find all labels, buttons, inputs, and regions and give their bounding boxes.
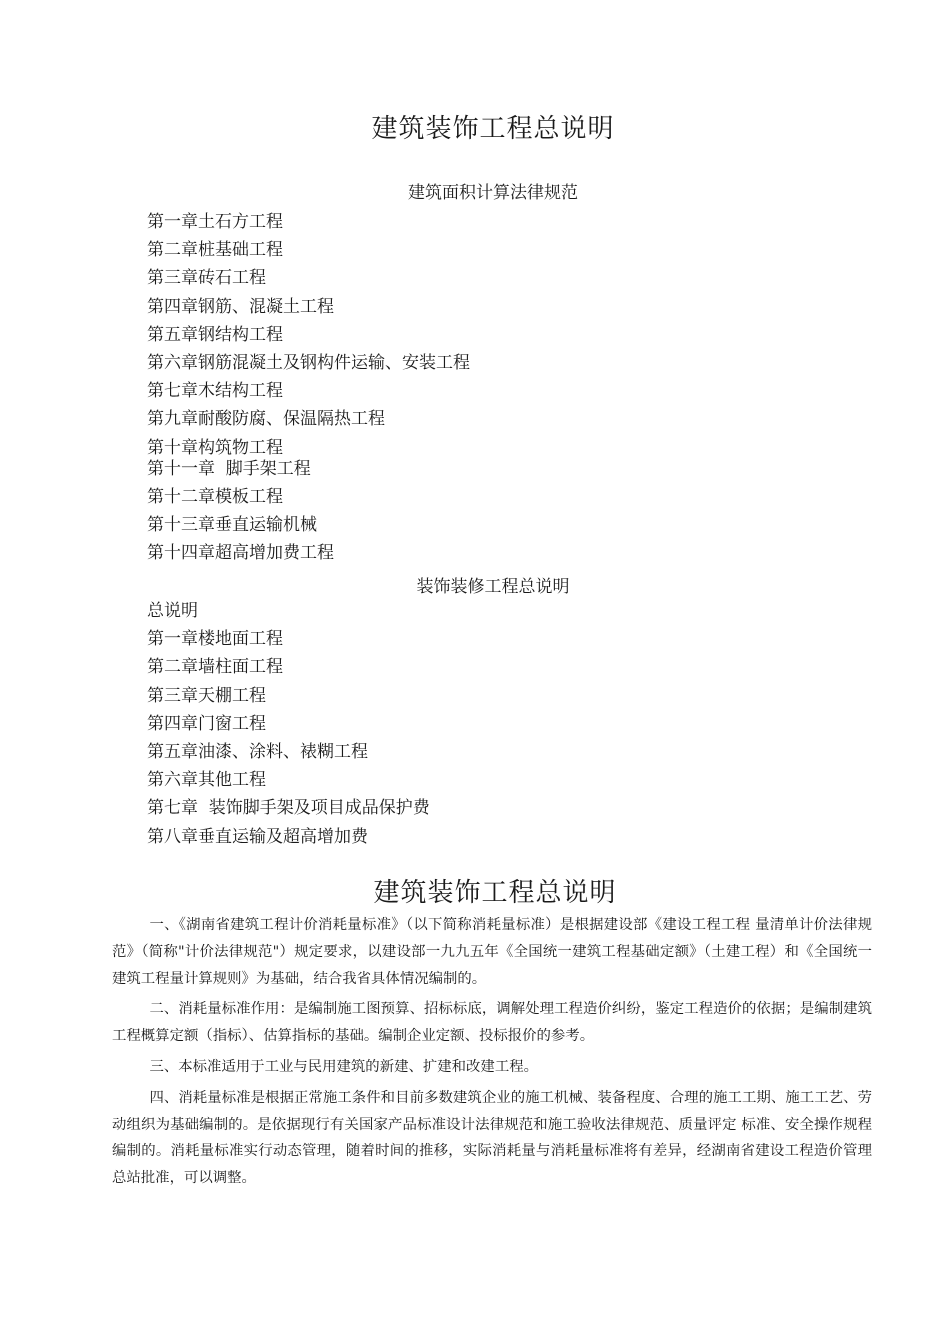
paragraph: 四、消耗量标准是根据正常施工条件和目前多数建筑企业的施工机械、装备程度、合理的施工工期、施工工艺、劳动组织为基础编制的。是依据现行有关国家产品标准设计法律规范和施工验收法律规范、质量评定 标准、安全操作规程编制的。消耗量标准实行动态管理，随着时间的推移，实际消耗量与消耗量标准将有差异，经湖南省建设工程造价管理总站批准，可以调整。 — [112, 1089, 872, 1187]
toc-item: 第十四章超高增加费工程 — [147, 543, 334, 564]
paragraph: 二、消耗量标准作用：是编制施工图预算、招标标底，调解处理工程造价纠纷，鉴定工程造价的依据；是编制建筑工程概算定额（指标）、估算指标的基础。编制企业定额、投标报价的参考。 — [112, 1001, 872, 1045]
section-heading-building-area: 建筑面积计算法律规范 — [408, 183, 578, 203]
paragraph: 一、《湖南省建筑工程计价消耗量标准》（以下简称消耗量标准）是根据建设部《建设工程工程 量清单计价法律规范》（简称"计价法律规范"）规定要求，以建设部一九九五年《全国统一建筑工程基础定额》（土建工程）和《全国统一建筑工程量计算规则》为基础，结合我省具体情况编制的。 — [112, 917, 872, 987]
toc-item: 第六章其他工程 — [147, 770, 266, 791]
body-title: 建筑装饰工程总说明 — [373, 878, 617, 908]
toc-item: 第九章耐酸防腐、保温隔热工程 — [147, 409, 385, 430]
toc-item: 第三章砖石工程 — [147, 268, 266, 289]
toc-item: 第五章钢结构工程 — [147, 324, 283, 345]
toc-item: 第十二章模板工程 — [147, 486, 283, 507]
toc-item: 第十章构筑物工程 — [147, 437, 283, 458]
toc-item: 第一章土石方工程 — [147, 212, 283, 232]
toc-item: 第一章楼地面工程 — [147, 629, 283, 650]
document-title: 建筑装饰工程总说明 — [371, 114, 615, 144]
toc-item: 第七章木结构工程 — [147, 381, 283, 402]
toc-item: 第十三章垂直运输机械 — [147, 514, 317, 535]
toc-item: 第二章墙柱面工程 — [147, 657, 283, 678]
paragraph: 三、本标准适用于工业与民用建筑的新建、扩建和改建工程。 — [149, 1058, 538, 1075]
section-heading-decoration: 装饰装修工程总说明 — [416, 577, 570, 597]
toc-item: 第四章门窗工程 — [147, 713, 266, 734]
toc-item: 第六章钢筋混凝土及钢构件运输、安装工程 — [147, 352, 470, 373]
toc-item: 第二章桩基础工程 — [147, 240, 283, 261]
toc-list-decoration — [147, 597, 430, 851]
toc-item: 总说明 — [147, 601, 198, 621]
toc-item: 第八章垂直运输及超高增加费 — [147, 826, 368, 847]
toc-item: 第七章 装饰脚手架及项目成品保护费 — [147, 798, 430, 819]
body-text — [112, 912, 872, 1196]
toc-item: 第五章油漆、涂料、裱糊工程 — [147, 741, 368, 762]
toc-item: 第三章天棚工程 — [147, 685, 266, 706]
toc-item: 第四章钢筋、混凝土工程 — [147, 296, 334, 317]
toc-list-building — [147, 208, 470, 567]
toc-item: 第十一章 脚手架工程 — [147, 458, 311, 479]
